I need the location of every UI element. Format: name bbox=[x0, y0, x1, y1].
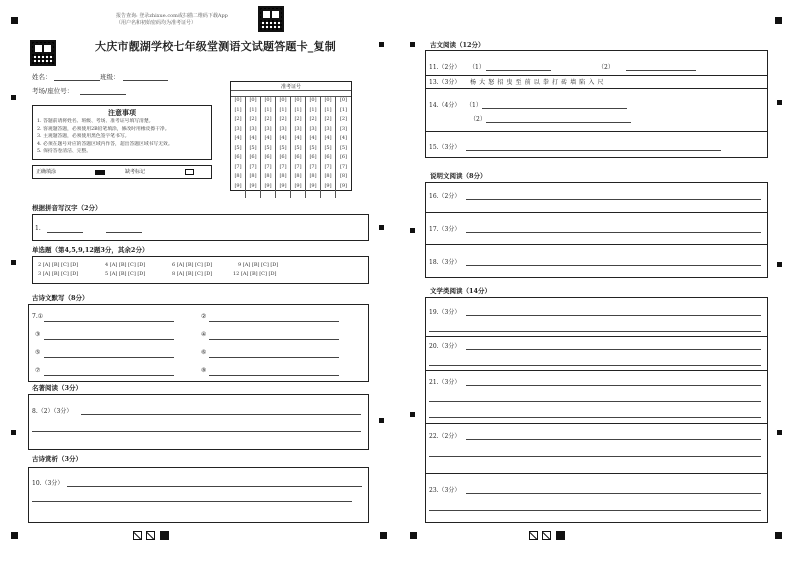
pinyin-answer-1[interactable] bbox=[47, 232, 83, 233]
exam-id-digit-bubble[interactable]: [6] bbox=[264, 154, 272, 160]
exam-id-digit-bubble[interactable]: [9] bbox=[279, 182, 287, 189]
timing-mark-mid-3 bbox=[379, 418, 384, 423]
timing-mark-right-3 bbox=[777, 430, 782, 435]
exam-id-digit-bubble[interactable]: [4] bbox=[234, 135, 242, 141]
exam-id-digit-bubble[interactable]: [0] bbox=[279, 97, 287, 103]
timing-mark-bottom-mid-left bbox=[380, 532, 387, 539]
exam-id-digit-bubble[interactable]: [3] bbox=[324, 125, 332, 132]
divider bbox=[426, 88, 767, 89]
exam-id-column bbox=[261, 96, 276, 198]
page-title: 大庆市靓湖学校七年级堂测语文试题答题卡_复制 bbox=[95, 40, 336, 53]
question-17-answer[interactable] bbox=[466, 232, 761, 233]
divider bbox=[426, 336, 767, 337]
notice-item: 1. 答题前请将姓名、班级、考场、准考证号填写清楚。 bbox=[37, 119, 154, 124]
exam-id-digit-bubble[interactable]: [9] bbox=[264, 182, 272, 189]
exam-id-digit-bubble[interactable]: [2] bbox=[234, 116, 242, 122]
question-11-answer-1[interactable] bbox=[486, 70, 551, 71]
exam-id-digit-bubble[interactable]: [8] bbox=[294, 173, 302, 179]
question-8-line-1[interactable] bbox=[81, 414, 361, 415]
exam-id-grid bbox=[230, 81, 352, 191]
exam-id-digit-bubble[interactable]: [4] bbox=[249, 135, 257, 141]
divider bbox=[426, 75, 767, 76]
question-14-part-2-label: （2） bbox=[470, 116, 486, 123]
timing-mark-top-left bbox=[11, 17, 18, 24]
exam-id-digit-bubble[interactable]: [4] bbox=[309, 135, 317, 141]
question-18-label: 18.（3分） bbox=[429, 259, 461, 266]
section-title-poem-dictation: 古诗文默写（8分） bbox=[32, 294, 89, 302]
section-title-expository: 说明文阅读（8分） bbox=[430, 172, 487, 180]
poem-blank-7[interactable] bbox=[44, 375, 174, 376]
question-16-label: 16.（2分） bbox=[429, 193, 461, 200]
question-11-part-1-label: （1） bbox=[469, 64, 485, 71]
question-14-part-1-label: （1） bbox=[466, 102, 482, 109]
poem-appreciation-box bbox=[28, 467, 369, 523]
exam-id-digit-bubble[interactable]: [5] bbox=[264, 144, 272, 151]
choice-group-q9[interactable]: 9 [A] [B] [C] [D] bbox=[238, 262, 279, 268]
classical-chinese-box bbox=[425, 50, 768, 158]
poem-dictation-box bbox=[28, 304, 369, 382]
exam-id-digit-bubble[interactable]: [1] bbox=[294, 106, 302, 113]
exam-id-digit-bubble[interactable]: [1] bbox=[324, 106, 332, 113]
report-query-line: 报告查询: 登录zhixue.com或扫描二维码下载App bbox=[116, 13, 228, 19]
exam-id-digit-bubble[interactable]: [4] bbox=[324, 135, 332, 141]
exam-id-digit-bubble[interactable]: [2] bbox=[279, 116, 287, 122]
exam-id-digit-bubble[interactable]: [0] bbox=[339, 97, 348, 103]
exam-id-digit-bubble[interactable]: [1] bbox=[279, 106, 287, 113]
exam-id-digit-bubble[interactable]: [3] bbox=[279, 125, 287, 132]
question-11-answer-2[interactable] bbox=[626, 70, 696, 71]
question-21-line-3[interactable] bbox=[429, 417, 761, 418]
timing-mark-right-1 bbox=[777, 100, 782, 105]
notice-item: 3. 主观题答题，必须使用黑色签字笔书写。 bbox=[37, 134, 130, 139]
poem-blank-5[interactable] bbox=[44, 357, 174, 358]
single-choice-box bbox=[32, 256, 369, 284]
divider bbox=[426, 473, 767, 474]
exam-id-digit-bubble[interactable]: [7] bbox=[264, 163, 272, 170]
poem-blank-4-label: ④ bbox=[201, 331, 207, 338]
question-18-answer[interactable] bbox=[466, 265, 761, 266]
class-label: 班级： bbox=[100, 73, 120, 81]
exam-id-digit-bubble[interactable]: [5] bbox=[309, 144, 317, 151]
exam-id-digit-bubble[interactable]: [7] bbox=[234, 163, 242, 170]
section-title-classical-chinese: 古文阅读（12分） bbox=[430, 41, 485, 49]
exam-id-digit-bubble[interactable]: [2] bbox=[324, 116, 332, 122]
exam-id-digit-bubble[interactable]: [8] bbox=[339, 173, 348, 179]
timing-mark-left-3 bbox=[11, 430, 16, 435]
seat-field[interactable] bbox=[80, 94, 126, 95]
question-11-part-2-label: （2） bbox=[598, 64, 614, 71]
exam-id-digit-bubble[interactable]: [6] bbox=[234, 154, 242, 160]
exam-id-digit-bubble[interactable]: [9] bbox=[294, 182, 302, 189]
poem-blank-6-label: ⑥ bbox=[201, 349, 207, 356]
question-20-line-2[interactable] bbox=[429, 365, 761, 366]
exam-id-digit-bubble[interactable]: [9] bbox=[249, 182, 257, 189]
question-19-line-2[interactable] bbox=[429, 331, 761, 332]
question-11-label: 11.（2分） bbox=[429, 64, 461, 71]
exam-id-digit-bubble[interactable]: [4] bbox=[264, 135, 272, 141]
exam-id-digit-bubble[interactable]: [4] bbox=[294, 135, 302, 141]
exam-id-digit-bubble[interactable]: [2] bbox=[339, 116, 348, 122]
exam-id-digit-bubble[interactable]: [1] bbox=[309, 106, 317, 113]
question-21-label: 21.（3分） bbox=[429, 379, 461, 386]
pinyin-box bbox=[32, 214, 369, 241]
poem-blank-8-label: ⑧ bbox=[201, 367, 207, 374]
question-21-line-1[interactable] bbox=[466, 385, 761, 386]
timing-mark-mid-2 bbox=[379, 225, 384, 230]
section-title-literary: 文学类阅读（14分） bbox=[430, 287, 492, 295]
timing-mark-mid-1 bbox=[379, 42, 384, 47]
exam-id-digit-bubble[interactable]: [3] bbox=[309, 125, 317, 132]
exam-id-digit-bubble[interactable]: [8] bbox=[234, 173, 242, 179]
question-8-line-2[interactable] bbox=[32, 431, 361, 432]
exam-id-digit-bubble[interactable]: [5] bbox=[234, 144, 242, 151]
choice-group-q3[interactable]: 3 [A] [B] [C] [D] bbox=[38, 271, 79, 277]
exam-id-digit-bubble[interactable]: [5] bbox=[279, 144, 287, 151]
exam-id-digit-bubble[interactable]: [6] bbox=[309, 154, 317, 160]
timing-mark-left-1 bbox=[11, 95, 16, 100]
question-23-line-2[interactable] bbox=[429, 510, 761, 511]
question-21-line-2[interactable] bbox=[429, 401, 761, 402]
exam-id-digit-bubble[interactable]: [6] bbox=[279, 154, 287, 160]
exam-id-digit-bubble[interactable]: [7] bbox=[249, 163, 257, 170]
poem-blank-1[interactable] bbox=[44, 321, 174, 322]
exam-id-digit-bubble[interactable]: [0] bbox=[234, 97, 242, 103]
exam-id-column bbox=[246, 96, 261, 198]
poem-blank-3-label: ③ bbox=[35, 331, 41, 338]
exam-id-digit-bubble[interactable]: [3] bbox=[339, 125, 348, 132]
poem-blank-5-label: ⑤ bbox=[35, 349, 41, 356]
section-title-poem-appreciation: 古诗赏析（3分） bbox=[32, 455, 83, 463]
exam-id-digit-bubble[interactable]: [4] bbox=[339, 135, 348, 141]
exam-id-digit-bubble[interactable]: [6] bbox=[324, 154, 332, 160]
name-label: 姓名： bbox=[32, 73, 52, 81]
page-mark-slash-icon bbox=[542, 531, 551, 540]
exam-id-column bbox=[321, 96, 336, 198]
exam-id-digit-bubble[interactable]: [5] bbox=[339, 144, 348, 151]
timing-mark-mid-5 bbox=[410, 228, 415, 233]
exam-id-column bbox=[306, 96, 321, 198]
exam-id-column bbox=[291, 96, 306, 198]
missing-mark-label: 缺考标记 bbox=[125, 169, 146, 175]
notice-item: 4. 必须在题号对应的答题区域内作答，超出答题区域书写无效。 bbox=[37, 141, 173, 147]
page-mark-slash-icon bbox=[146, 531, 155, 540]
exam-id-digit-bubble[interactable]: [7] bbox=[324, 163, 332, 170]
exam-id-digit-bubble[interactable]: [8] bbox=[264, 173, 272, 179]
class-field[interactable] bbox=[123, 80, 168, 81]
exam-id-digit-bubble[interactable]: [7] bbox=[309, 163, 317, 170]
poem-blank-3[interactable] bbox=[44, 339, 174, 340]
missing-mark-box[interactable] bbox=[185, 169, 194, 175]
exam-id-digit-bubble[interactable]: [5] bbox=[294, 144, 302, 151]
exam-id-digit-bubble[interactable]: [8] bbox=[309, 173, 317, 179]
exam-id-digit-bubble[interactable]: [3] bbox=[294, 125, 302, 132]
divider bbox=[426, 370, 767, 371]
question-10-label: 10.（3分） bbox=[32, 480, 64, 487]
exam-id-digit-bubble[interactable]: [5] bbox=[249, 144, 257, 151]
timing-mark-left-2 bbox=[11, 260, 16, 265]
poem-blank-7-label: ⑦ bbox=[35, 367, 41, 374]
exam-id-digit-bubble[interactable]: [0] bbox=[309, 97, 317, 103]
literary-box bbox=[425, 297, 768, 523]
divider bbox=[426, 244, 767, 245]
exam-id-digit-bubble[interactable]: [8] bbox=[324, 173, 332, 179]
question-22-label: 22.（2分） bbox=[429, 433, 461, 440]
sheet-qr-code bbox=[30, 40, 56, 66]
classic-reading-box bbox=[28, 394, 369, 450]
exam-id-digit-bubble[interactable]: [6] bbox=[339, 154, 348, 160]
exam-id-digit-bubble[interactable]: [0] bbox=[249, 97, 257, 103]
choice-group-q12[interactable]: 12 [A] [B] [C] [D] bbox=[233, 271, 277, 277]
question-16-answer[interactable] bbox=[466, 199, 761, 200]
question-10-line-1[interactable] bbox=[67, 486, 362, 487]
exam-id-digit-bubble[interactable]: [6] bbox=[294, 154, 302, 160]
expository-box bbox=[425, 182, 768, 278]
question-10-line-2[interactable] bbox=[32, 501, 352, 502]
question-8-label: 8.（2）（3分） bbox=[32, 408, 73, 415]
exam-id-digit-bubble[interactable]: [9] bbox=[309, 182, 317, 189]
exam-id-column bbox=[336, 96, 351, 198]
choice-group-q5[interactable]: 5 [A] [B] [C] [D] bbox=[105, 271, 146, 277]
poem-blank-1-label: 7.① bbox=[32, 313, 44, 320]
exam-id-title: 准考证号 bbox=[231, 83, 351, 91]
section-title-pinyin: 根据拼音写汉字（2分） bbox=[32, 204, 102, 212]
poem-blank-2-label: ② bbox=[201, 313, 207, 320]
exam-id-digit-bubble[interactable]: [3] bbox=[234, 125, 242, 132]
question-23-line-1[interactable] bbox=[466, 493, 761, 494]
section-title-single-choice: 单选题（第4,5,9,12题3分，其余2分） bbox=[32, 246, 149, 254]
exam-id-digit-bubble[interactable]: [6] bbox=[249, 154, 257, 160]
question-14-label: 14.（4分） bbox=[429, 102, 461, 109]
exam-id-digit-bubble[interactable]: [7] bbox=[279, 163, 287, 170]
notice-item: 2. 客观题答题，必须使用2B铅笔填涂，修改时用橡皮擦干净。 bbox=[37, 126, 170, 132]
notice-title: 注意事项 bbox=[108, 108, 136, 117]
poem-blank-8[interactable] bbox=[209, 375, 339, 376]
exam-id-digit-bubble[interactable]: [9] bbox=[339, 182, 348, 189]
timing-mark-bottom-mid-right bbox=[410, 532, 417, 539]
question-15-label: 15.（3分） bbox=[429, 144, 461, 151]
poem-blank-2[interactable] bbox=[209, 321, 339, 322]
app-qr-code bbox=[258, 6, 284, 32]
section-title-classic-reading: 名著阅读（3分） bbox=[32, 384, 83, 392]
page-mark-slash-icon bbox=[529, 531, 538, 540]
exam-id-digit-bubble[interactable]: [1] bbox=[339, 106, 348, 113]
question-22-line-1[interactable] bbox=[466, 439, 761, 440]
question-22-line-2[interactable] bbox=[429, 456, 761, 457]
exam-id-digit-bubble[interactable]: [2] bbox=[264, 116, 272, 122]
timing-mark-right-2 bbox=[777, 262, 782, 267]
poem-blank-6[interactable] bbox=[209, 357, 339, 358]
choice-group-q4[interactable]: 4 [A] [B] [C] [D] bbox=[105, 262, 146, 268]
exam-id-digit-bubble[interactable]: [7] bbox=[339, 163, 348, 170]
exam-id-digit-bubble[interactable]: [0] bbox=[324, 97, 332, 103]
exam-id-digit-bubble[interactable]: [9] bbox=[234, 182, 242, 189]
question-17-label: 17.（3分） bbox=[429, 226, 461, 233]
exam-id-digit-bubble[interactable]: [0] bbox=[294, 97, 302, 103]
exam-id-digit-bubble[interactable]: [8] bbox=[279, 173, 287, 179]
seat-label: 考场/座位号： bbox=[32, 87, 74, 95]
choice-group-q6[interactable]: 6 [A] [B] [C] [D] bbox=[172, 262, 213, 268]
timing-mark-mid-6 bbox=[410, 412, 415, 417]
timing-mark-top-right bbox=[775, 17, 782, 24]
timing-mark-mid-4 bbox=[410, 42, 415, 47]
exam-id-digit-bubble[interactable]: [1] bbox=[234, 106, 242, 113]
question-19-line-1[interactable] bbox=[466, 315, 761, 316]
exam-id-digit-bubble[interactable]: [1] bbox=[264, 106, 272, 113]
divider bbox=[426, 212, 767, 213]
divider bbox=[426, 423, 767, 424]
exam-id-digit-bubble[interactable]: [4] bbox=[279, 135, 287, 141]
correct-fill-label: 正确填涂 bbox=[36, 169, 57, 175]
fill-legend-box bbox=[32, 165, 212, 179]
pinyin-answer-2[interactable] bbox=[106, 232, 142, 233]
question-13-sentence[interactable]: 杨 大 怒 招 曳 至 前 以 拳 打 砖 墙 陷 入 尺 bbox=[470, 79, 605, 86]
question-14-answer-1[interactable] bbox=[482, 108, 627, 109]
choice-group-q8[interactable]: 8 [A] [B] [C] [D] bbox=[172, 271, 213, 277]
exam-id-digit-bubble[interactable]: [3] bbox=[249, 125, 257, 132]
correct-fill-sample-icon bbox=[95, 170, 105, 175]
exam-id-digit-bubble[interactable]: [9] bbox=[324, 182, 332, 189]
exam-id-digit-bubble[interactable]: [0] bbox=[264, 97, 272, 103]
question-20-label: 20.（3分） bbox=[429, 343, 461, 350]
exam-id-digit-bubble[interactable]: [8] bbox=[249, 173, 257, 179]
question-20-line-1[interactable] bbox=[466, 349, 761, 350]
password-hint-line: （用户名和初始密码均为准考证号） bbox=[116, 20, 197, 26]
timing-mark-bottom-right bbox=[775, 532, 782, 539]
question-23-label: 23.（3分） bbox=[429, 487, 461, 494]
notice-box bbox=[32, 105, 212, 160]
exam-id-column bbox=[276, 96, 291, 198]
name-field[interactable] bbox=[54, 80, 100, 81]
exam-id-digit-bubble[interactable]: [3] bbox=[264, 125, 272, 132]
question-13-label: 13.（3分） bbox=[429, 79, 461, 86]
exam-id-digit-bubble[interactable]: [2] bbox=[309, 116, 317, 122]
timing-mark-bottom-left bbox=[11, 532, 18, 539]
question-1-label: 1. bbox=[35, 225, 41, 232]
poem-blank-4[interactable] bbox=[209, 339, 339, 340]
page-mark-filled-icon bbox=[556, 531, 565, 540]
choice-group-q2[interactable]: 2 [A] [B] [C] [D] bbox=[38, 262, 79, 268]
question-19-label: 19.（3分） bbox=[429, 309, 461, 316]
exam-id-digit-bubble[interactable]: [5] bbox=[324, 144, 332, 151]
question-15-answer[interactable] bbox=[466, 150, 721, 151]
page-mark-filled-icon bbox=[160, 531, 169, 540]
question-14-answer-2[interactable] bbox=[486, 122, 631, 123]
page-mark-slash-icon bbox=[133, 531, 142, 540]
exam-id-column bbox=[231, 96, 246, 198]
divider bbox=[426, 131, 767, 132]
exam-id-digit-bubble[interactable]: [7] bbox=[294, 163, 302, 170]
exam-id-digit-bubble[interactable]: [2] bbox=[249, 116, 257, 122]
notice-item: 5. 保持答卷清洁、完整。 bbox=[37, 149, 92, 154]
exam-id-digit-bubble[interactable]: [1] bbox=[249, 106, 257, 113]
exam-id-digit-bubble[interactable]: [2] bbox=[294, 116, 302, 122]
